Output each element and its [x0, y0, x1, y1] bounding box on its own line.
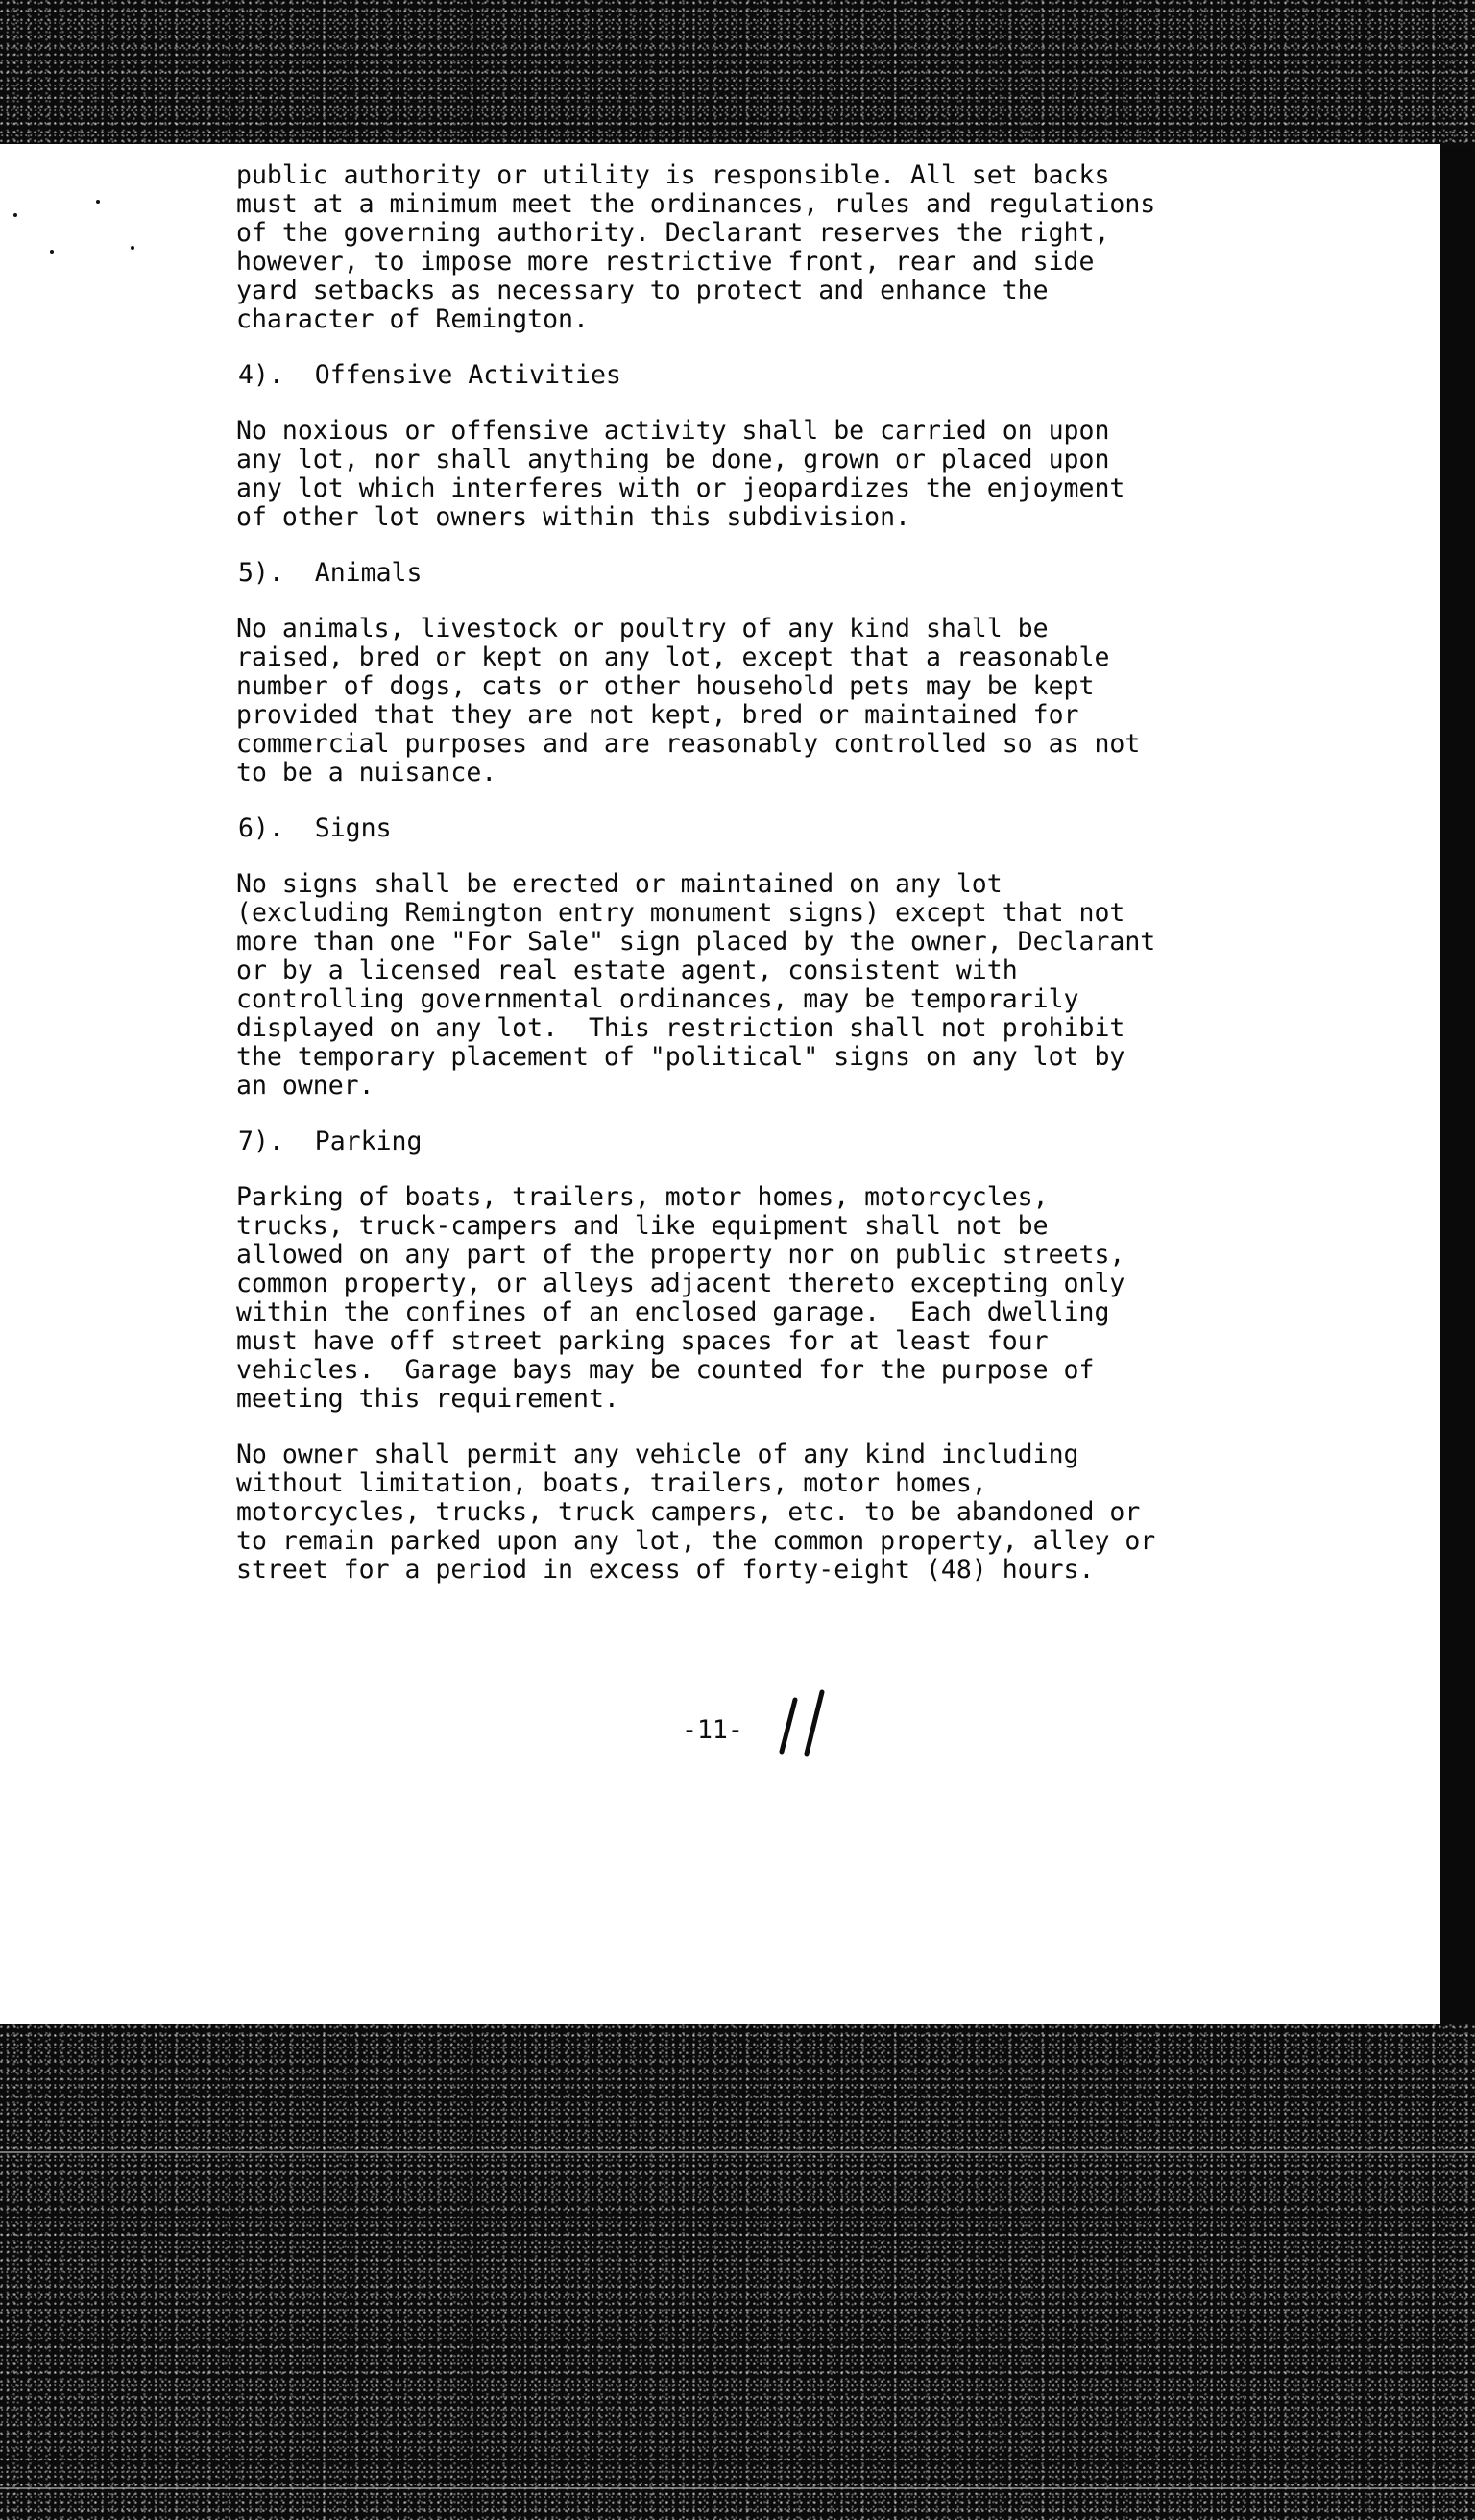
scan-speck [131, 246, 134, 250]
scan-speck [50, 250, 54, 254]
section-body-parking-abandoned-vehicles: No owner shall permit any vehicle of any kind including without limitation, boats, trailers, motor homes, motorcycles, trucks, truck campers, etc. to be abandoned or to remain parked upon any lot, the common property, alley or street for a period in excess of forty-eight (48) hours. [236, 1440, 1156, 1585]
section-heading-offensive-activities: 4). Offensive Activities [238, 360, 621, 390]
section-heading-parking: 7). Parking [238, 1127, 423, 1156]
section-body-parking: Parking of boats, trailers, motor homes, motorcycles, trucks, truck-campers and like equipment shall not be allowed on any part of the property nor on public streets, common property, or alleys adjacent thereto excepting only within the confines of an enclosed garage. Each dwelling must have off street parking spaces for at least four vehicles. Garage bays may be counted for the purpose of meeting this requirement. [236, 1182, 1125, 1414]
scan-background-bottom [0, 2024, 1475, 2520]
section-body-signs: No signs shall be erected or maintained on any lot (excluding Remington entry monument signs) except that not more than one "For Sale" sign placed by the owner, Declarant or by a licensed real estate agent, consistent with controlling governmental ordinances, may be temporarily displayed on any lot. This restriction shall not prohibit the temporary placement of "political" signs on any lot by an owner. [236, 869, 1156, 1101]
scan-speck [13, 213, 17, 217]
paragraph-gap [236, 1414, 1321, 1441]
handwritten-page-mark [774, 1683, 851, 1759]
scan-background-top [0, 0, 1475, 146]
scan-artifact-line [0, 2487, 1475, 2489]
section-body-animals: No animals, livestock or poultry of any kind shall be raised, bred or kept on any lot, except that a reasonable number of dogs, cats or other household pets may be kept provided that they are not kept, bred or maintained for commercial purposes and are reasonably controlled so as not to be a nuisance. [236, 614, 1141, 788]
page-footer [682, 1683, 970, 1779]
section-heading-signs: 6). Signs [238, 813, 392, 843]
document-body [236, 161, 1321, 1585]
page-number: -11- [682, 1715, 743, 1745]
scan-speck [96, 200, 100, 204]
section-heading-animals: 5). Animals [238, 558, 423, 588]
continuation-paragraph: public authority or utility is responsible. All set backs must at a minimum meet the ordinances, rules and regulations of the governing authority. Declarant reserves the right, however, to impose more restrictive front, rear and side yard setbacks as necessary to protect and enhance the character of Remington. [236, 160, 1156, 334]
scan-artifact-line [0, 2151, 1475, 2153]
section-body-offensive-activities: No noxious or offensive activity shall be carried on upon any lot, nor shall anything be done, grown or placed upon any lot which interferes with or jeopardizes the enjoyment of other lot owners within this subdivision. [236, 416, 1125, 532]
